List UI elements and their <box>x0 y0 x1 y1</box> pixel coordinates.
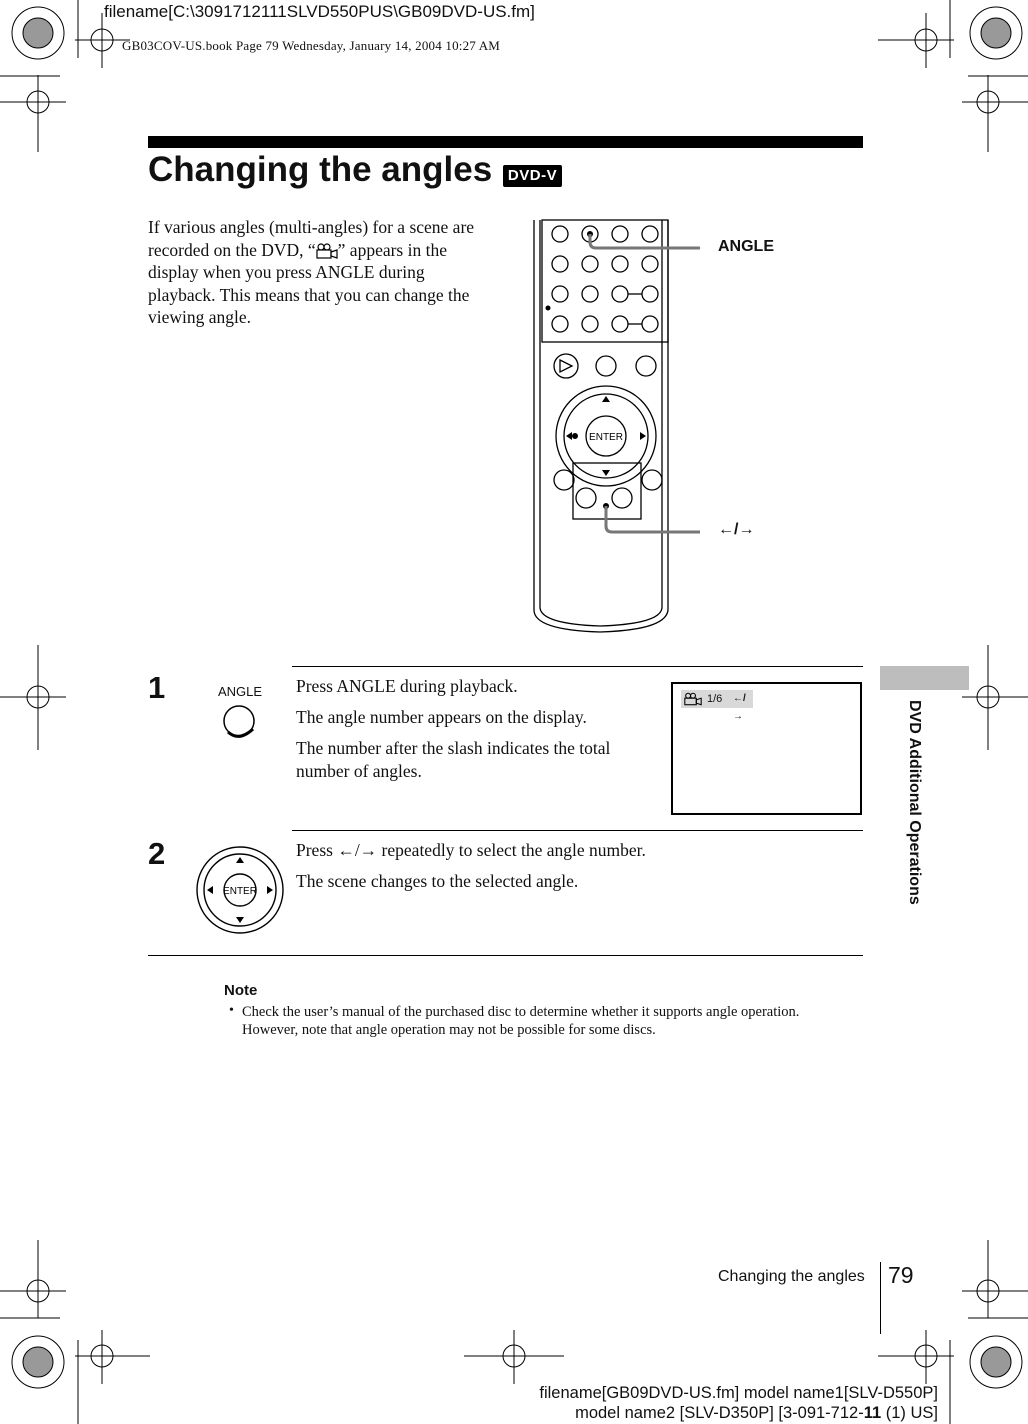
step2-top-rule <box>292 830 863 831</box>
step1-number: 1 <box>148 670 166 705</box>
footer-model-bold: 11 <box>863 1404 882 1422</box>
intro-text-part1: If various angles (multi-angles) for a scene are recorded on the DVD, “ <box>148 217 475 260</box>
angle-camera-icon <box>316 243 338 259</box>
dvd-v-badge: DVD-V <box>503 165 562 187</box>
step2-instruction: Press ←/→ repeatedly to select the angle number. <box>296 840 646 860</box>
step1-detail: The angle number appears on the display. <box>296 707 587 727</box>
footer-model-line <box>575 1404 938 1423</box>
angle-camera-icon <box>684 692 702 706</box>
footer-filename-line: filename[GB09DVD-US.fm] model name1[SLV-D550P] <box>539 1384 938 1402</box>
section-side-label: DVD Additional Operations <box>906 700 923 905</box>
intro-text-part2: ” appears in the display when you press ANGLE during playback. This means that you can change the viewing angle. <box>148 239 470 327</box>
footer-model-suffix: (1) US] <box>881 1404 938 1422</box>
remote-control-illustration <box>500 210 700 636</box>
note-heading: Note <box>224 982 258 999</box>
header-filename: filename[C:\3091712111SLVD550PUS\GB09DVD-US.fm] <box>104 2 535 21</box>
angle-callout-label: ANGLE <box>718 238 774 255</box>
angle-indicator <box>681 690 753 722</box>
step2-number: 2 <box>148 836 166 871</box>
page-number: 79 <box>888 1262 914 1288</box>
enter-dpad-icon <box>194 844 286 936</box>
note-bullet: • <box>229 1003 234 1018</box>
step1-instruction: Press ANGLE during playback. <box>296 676 518 696</box>
angle-button-icon <box>220 702 260 742</box>
angle-number: 1/6 <box>707 693 723 705</box>
step2-detail: The scene changes to the selected angle. <box>296 871 579 891</box>
section-tab-marker <box>880 666 969 690</box>
dpad-enter-label: ENTER <box>223 886 257 897</box>
intro-paragraph <box>148 216 478 329</box>
angle-arrows: ←/→ <box>733 693 746 722</box>
note-text: Check the user’s manual of the purchased disc to determine whether it supports angle operation. However, note that angle operation may not be possible for some discs. <box>242 1004 800 1038</box>
step1-detail-2: The number after the slash indicates the total number of angles. <box>296 738 611 781</box>
step1-button-label: ANGLE <box>218 684 263 699</box>
step1-top-rule <box>292 666 863 667</box>
footer-divider <box>880 1262 881 1334</box>
footer-section-title: Changing the angles <box>718 1268 865 1285</box>
remote-enter-label: ENTER <box>589 432 623 443</box>
title-rule <box>148 136 863 148</box>
page-title: Changing the angles <box>148 150 493 189</box>
header-book-line: GB03COV-US.book Page 79 Wednesday, January 14, 2004 10:27 AM <box>122 38 501 53</box>
steps-bottom-rule <box>148 955 863 956</box>
footer-model-prefix: model name2 [SLV-D350P] [3-091-712- <box>575 1404 864 1422</box>
arrows-callout-label: ←/→ <box>718 521 755 538</box>
tv-display-preview <box>671 682 862 815</box>
